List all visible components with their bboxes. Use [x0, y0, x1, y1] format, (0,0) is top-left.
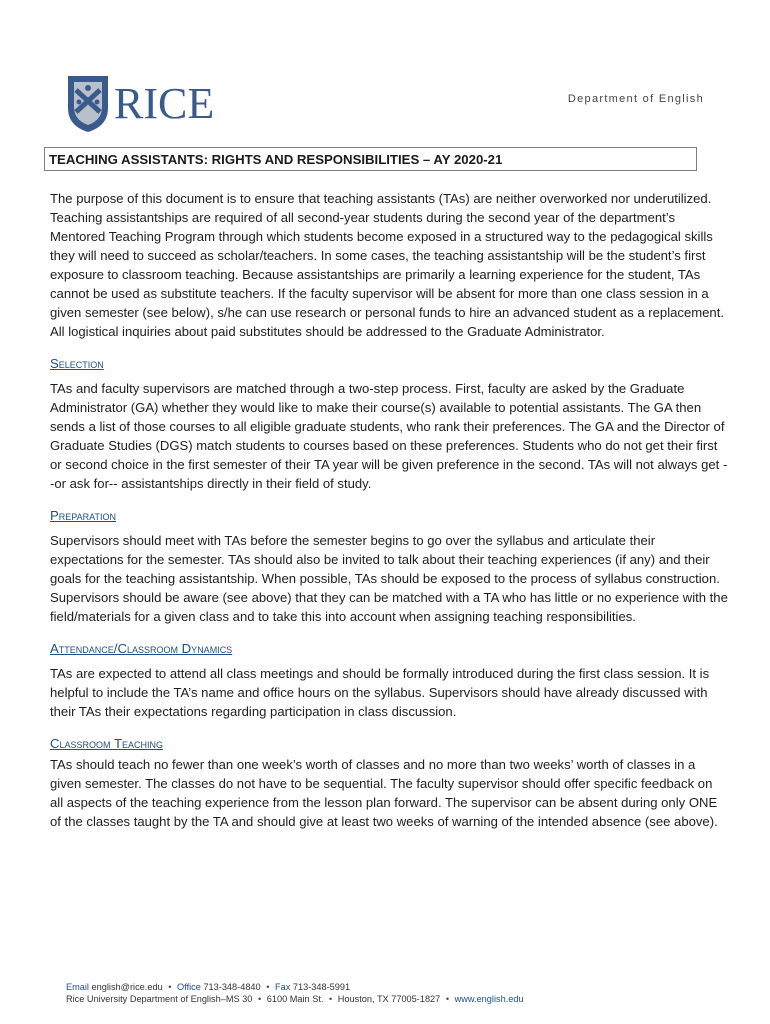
intro-paragraph: The purpose of this document is to ensure that teaching assistants (TAs) are neither overworked nor underutilized. Teaching assistantships are required of all second-year students during the second year of the department’s Mentored Teaching Program through which students become exposed in a structured way to the pedagogical skills they will need to succeed as scholar/teachers. In some cases, the teaching assistantship will be the student’s first exposure to classroom teaching. Because assistantships are primarily a learning experience for the student, TAs cannot be used as substitute teachers. If the faculty supervisor will be absent for more than one class session in a given semester (see below), s/he can use research or personal funds to hire an advanced student as a replacement. All logistical inquiries about paid substitutes should be addressed to the Graduate Administrator. [50, 191, 724, 339]
footer-street: 6100 Main St. [266, 994, 324, 1004]
section-heading-classroom-teaching: Classroom Teaching [50, 736, 164, 751]
footer-address-line: Rice University Department of English–MS 30 • 6100 Main St. • Houston, TX 77005-1827 • www.english.edu [66, 994, 524, 1004]
page-footer [66, 981, 524, 1005]
logo-wordmark: RICE [114, 79, 215, 128]
footer-fax: 713-348-5991 [292, 982, 351, 992]
footer-office-phone: 713-348-4840 [203, 982, 261, 992]
rice-logo [66, 72, 216, 132]
footer-website-link[interactable]: www.english.edu [454, 994, 524, 1004]
section-body-attendance: TAs are expected to attend all class meetings and should be formally introduced during the first class session. It is helpful to include the TA’s name and office hours on the syllabus. Supervisors should have already discussed with their TAs their expectations regarding participation in class discussion. [50, 666, 710, 719]
department-name: Department of English [567, 93, 704, 105]
section-body-classroom-teaching: TAs should teach no fewer than one week’s worth of classes and no more than two weeks’ worth of classes in a given semester. The classes do not have to be sequential. The faculty supervisor should offer specific feedback on all aspects of the teaching experience from the lesson plan forward. The supervisor can be absent during only ONE of the classes taught by the TA and should give at least two weeks of warning of the intended absence (see above). [50, 757, 718, 829]
footer-city: Houston, TX 77005-1827 [337, 994, 441, 1004]
section-heading-selection: Selection [50, 356, 104, 371]
footer-address: Rice University Department of English–MS 30 [66, 994, 253, 1004]
section-body-preparation: Supervisors should meet with TAs before the semester begins to go over the syllabus and articulate their expectations for the semester. TAs should also be invited to talk about their teaching experiences (if any) and their goals for the teaching assistantship. When possible, TAs should be exposed to the process of syllabus construction. Supervisors should be aware (see above) that they can be matched with a TA who has little or no experience with the field/materials for a given class and to take this into account when assigning teaching responsibilities. [50, 533, 728, 624]
footer-contact-line: Email english@rice.edu • Office 713-348-4840 • Fax 713-348-5991 [66, 982, 351, 992]
section-body-selection: TAs and faculty supervisors are matched through a two-step process. First, faculty are asked by the Graduate Administrator (GA) whether they would like to make their course(s) available to potential assistants. The GA then sends a list of those courses to all eligible graduate students, who rank their preferences. The GA and the Director of Graduate Studies (DGS) match students to courses based on these preferences. Students who do not get their first or second choice in the first semester of their TA year will be given preference in the second. TAs will not always get --or ask for-- assistantships directly in their field of study. [50, 381, 728, 491]
section-heading-preparation: Preparation [50, 508, 116, 523]
section-heading-attendance: Attendance/Classroom Dynamics [50, 641, 233, 656]
footer-email[interactable]: english@rice.edu [91, 982, 163, 992]
document-body [50, 189, 728, 831]
title-box [44, 147, 697, 171]
page-title: TEACHING ASSISTANTS: RIGHTS AND RESPONSIBILITIES – AY 2020-21 [49, 152, 503, 167]
